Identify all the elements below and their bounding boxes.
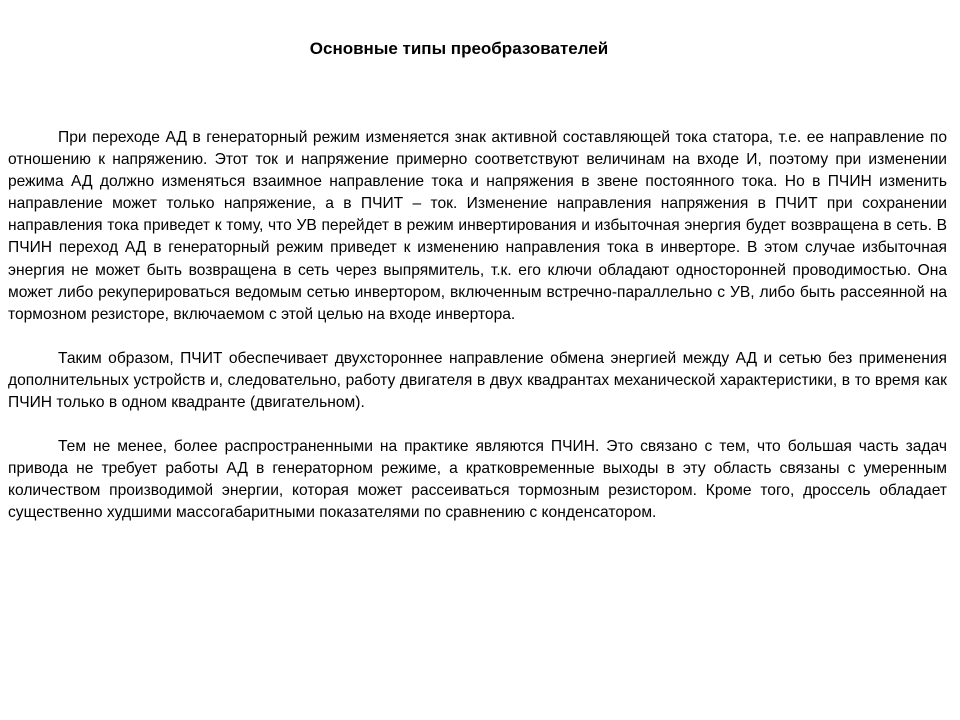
- paragraph-1: При переходе АД в генераторный режим изменяется знак активной составляющей тока статора, т.е. ее направление по отношению к напряжению. Этот ток и напряжение примерно соответствуют величинам на входе И, поэтому при изменении режима АД должно изменяться взаимное направление тока и напряжения в звене постоянного тока. Но в ПЧИН изменить направление может только напряжение, а в ПЧИТ – ток. Изменение направления напряжения в ПЧИТ при сохранении направления тока приведет к тому, что УВ перейдет в режим инвертирования и избыточная энергия будет возвращена в сеть. В ПЧИН переход АД в генераторный режим приведет к изменению направления тока в инверторе. В этом случае избыточная энергия не может быть возвращена в сеть через выпрямитель, т.к. его ключи обладают односторонней проводимостью. Она может либо рекуперироваться ведомым сетью инвертором, включенным встречно-параллельно с УВ, либо быть рассеянной на тормозном резисторе, включаемом с этой целью на входе инвертора.: [8, 129, 947, 323]
- slide-body: [8, 127, 947, 547]
- paragraph-3: Тем не менее, более распространенными на практике являются ПЧИН. Это связано с тем, что большая часть задач привода не требует работы АД в генераторном режиме, а кратковременные выходы в эту область связаны с умеренным количеством производимой энергии, которая может рассеиваться тормозным резистором. Кроме того, дроссель обладает существенно худшими массогабаритными показателями по сравнению с конденсатором.: [8, 438, 947, 522]
- slide-title: Основные типы преобразователей: [309, 39, 609, 58]
- paragraph-2: Таким образом, ПЧИТ обеспечивает двухстороннее направление обмена энергией между АД и сетью без применения дополнительных устройств и, следовательно, работу двигателя в двух квадрантах механической характеристики, в то время как ПЧИН только в одном квадранте (двигательном).: [8, 349, 947, 412]
